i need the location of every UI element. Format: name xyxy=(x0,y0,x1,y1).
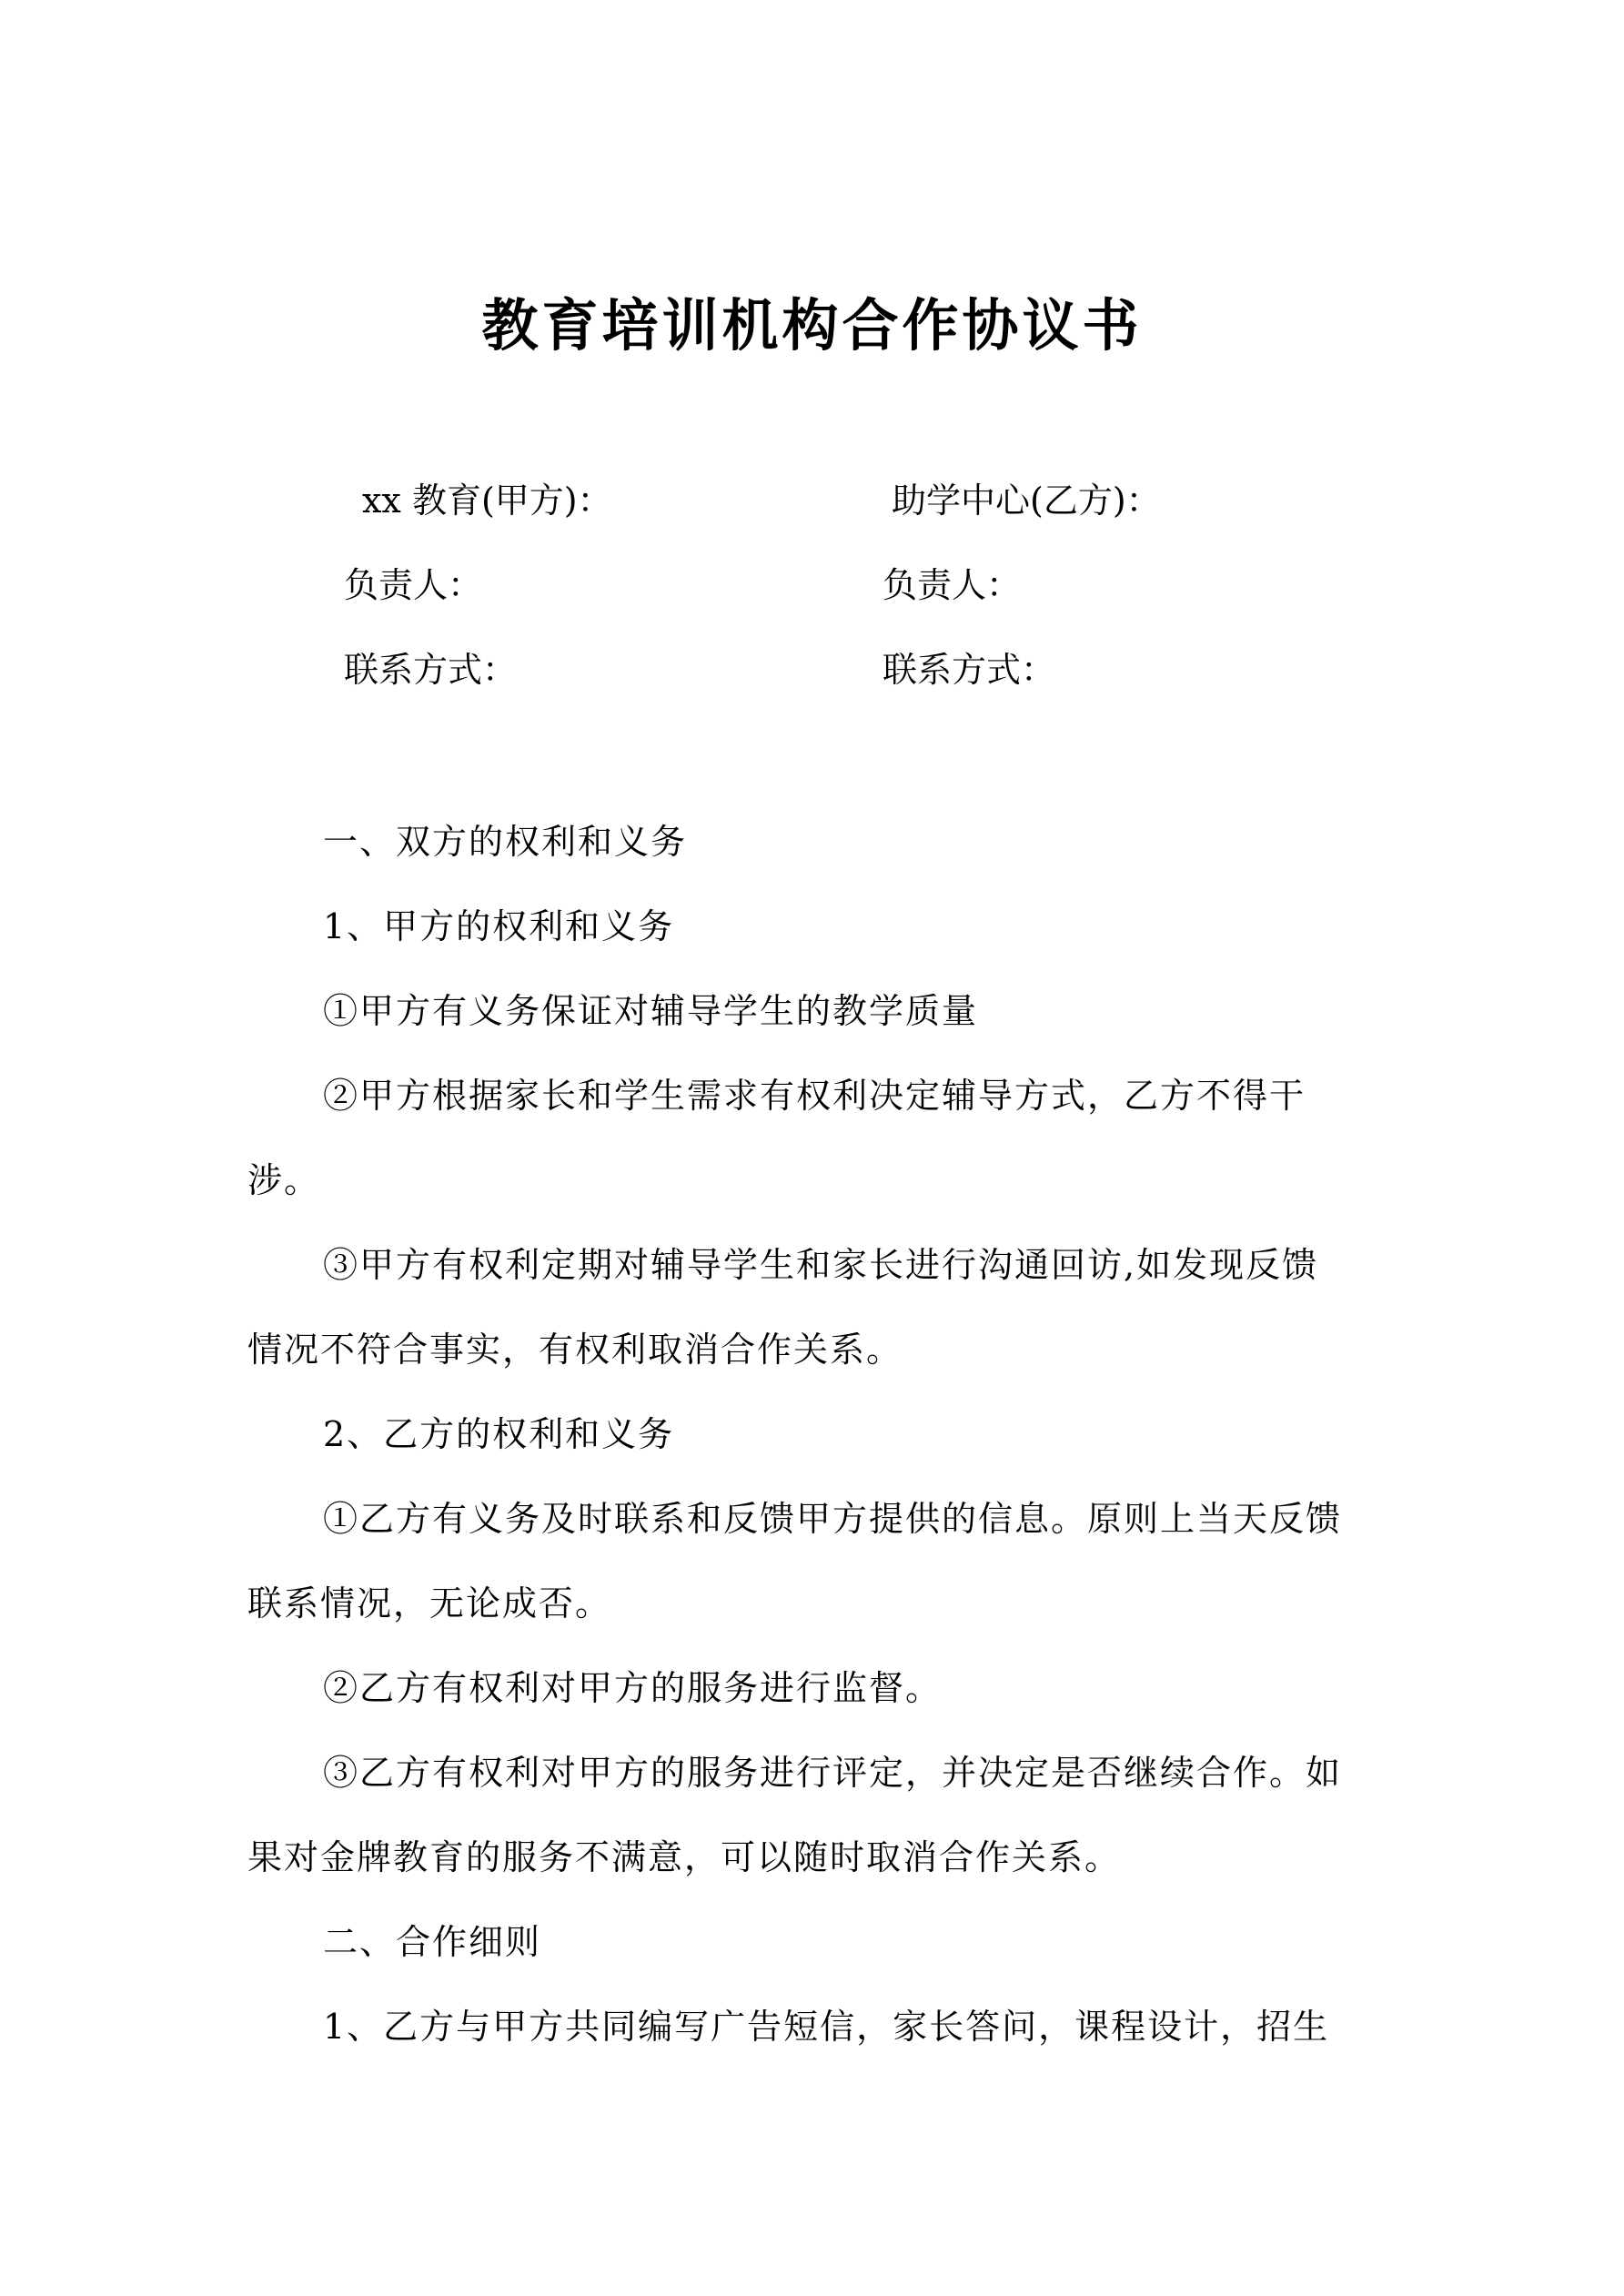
paragraph-line: ①乙方有义务及时联系和反馈甲方提供的信息。原则上当天反馈 xyxy=(323,1499,1343,1539)
paragraph-line: ①甲方有义务保证对辅导学生的教学质量 xyxy=(323,991,979,1031)
subsection-heading-1-2: 2、乙方的权利和义务 xyxy=(323,1414,675,1454)
party-a-name-label: xx 教育(甲方)： xyxy=(362,480,612,521)
party-a-person-label: 负责人： xyxy=(344,565,483,605)
paragraph-line: 1、乙方与甲方共同编写广告短信，家长答问，课程设计，招生 xyxy=(323,2007,1330,2047)
paragraph-line: ②乙方有权利对甲方的服务进行监督。 xyxy=(323,1668,943,1708)
document-title: 教育培训机构合作协议书 xyxy=(481,292,1143,359)
paragraph-line: 情况不符合事实，有权利取消合作关系。 xyxy=(247,1330,903,1370)
party-b-person-label: 负责人： xyxy=(883,565,1022,605)
party-b-contact-label: 联系方式： xyxy=(883,650,1056,690)
section-heading-2: 二、合作细则 xyxy=(323,1922,542,1962)
paragraph-line: 联系情况，无论成否。 xyxy=(247,1583,612,1623)
paragraph-line: ②甲方根据家长和学生需求有权利决定辅导方式，乙方不得干 xyxy=(323,1076,1306,1116)
section-heading-1: 一、双方的权利和义务 xyxy=(323,822,688,862)
paragraph-line: ③乙方有权利对甲方的服务进行评定，并决定是否继续合作。如 xyxy=(323,1753,1343,1793)
party-a-contact-label: 联系方式： xyxy=(344,650,518,690)
paragraph-line: 果对金牌教育的服务不满意，可以随时取消合作关系。 xyxy=(247,1837,1122,1877)
subsection-heading-1-1: 1、甲方的权利和义务 xyxy=(323,906,675,946)
paragraph-line: ③甲方有权利定期对辅导学生和家长进行沟通回访,如发现反馈 xyxy=(323,1245,1319,1285)
party-b-name-label: 助学中心(乙方)： xyxy=(892,480,1161,521)
paragraph-line: 涉。 xyxy=(247,1160,321,1200)
